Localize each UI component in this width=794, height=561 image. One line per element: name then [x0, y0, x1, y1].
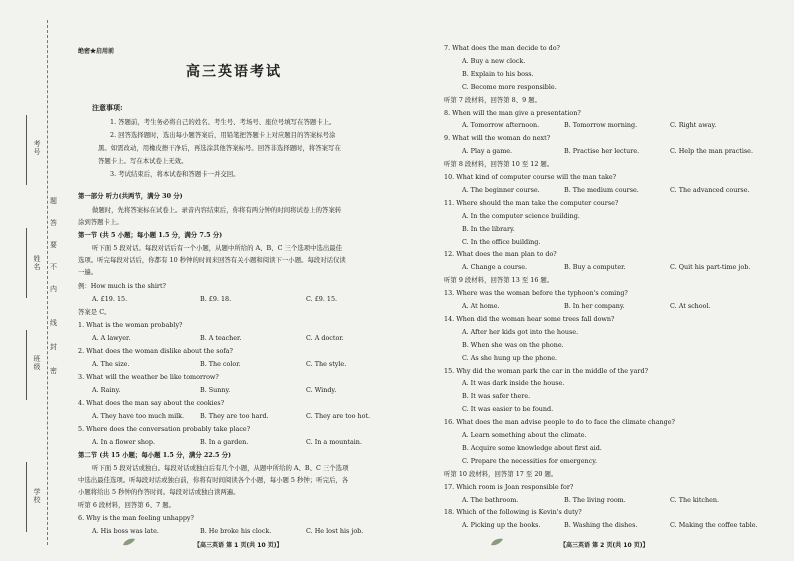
binding-strip — [0, 0, 70, 561]
listen-note-6: 听第 6 段材料，回答第 6、7 题。 — [78, 501, 176, 509]
seal-char: 题 — [50, 197, 57, 205]
option-6c: C. He lost his job. — [306, 527, 364, 535]
right-option: C. As she hung up the phone. — [462, 353, 558, 362]
section2-intro: 小题将给出 5 秒钟的作答时间。每段对话或独白读两遍。 — [78, 488, 240, 496]
example-option-b: B. £9. 18. — [200, 295, 232, 303]
option-4c: C. They are too hot. — [306, 412, 371, 420]
seal-char: 不 — [50, 263, 57, 271]
right-option: B. The medium course. — [564, 185, 639, 194]
seal-char: 要 — [50, 241, 57, 249]
class-label: 班级 — [33, 355, 41, 371]
right-listen-note: 听第 9 段材料，回答第 13 至 16 题。 — [444, 276, 554, 285]
right-question: 13. Where was the woman before the typhoon's coming? — [444, 289, 628, 298]
seal-char: 线 — [50, 319, 57, 327]
right-question: 9. What will the woman do next? — [444, 134, 551, 143]
example-answer: 答案是 C。 — [78, 308, 111, 316]
right-option: A. The bathroom. — [462, 495, 519, 504]
option-5a: A. In a flower shop. — [92, 438, 156, 446]
question-6: 6. Why is the man feeling unhappy? — [78, 514, 194, 522]
part1-heading: 第一部分 听力(共两节，满分 30 分) — [78, 192, 183, 200]
option-5c: C. In a mountain. — [306, 438, 362, 446]
right-option: C. It was easier to be found. — [462, 405, 554, 414]
leaf-icon — [490, 538, 504, 546]
question-1: 1. What is the woman probably? — [78, 321, 183, 329]
right-option: A. At home. — [462, 302, 500, 310]
right-question: 10. What kind of computer course will the man take? — [444, 173, 617, 181]
right-option: B. It was safer there. — [462, 392, 531, 401]
section1-heading: 第一节 (共 5 小题；每小题 1.5 分，满分 7.5 分) — [78, 231, 223, 239]
right-question: 12. What does the man plan to do? — [444, 250, 557, 259]
notice-heading: 注意事项: — [92, 103, 123, 112]
left-page — [78, 0, 433, 561]
notice-line: 3. 考试结束后，将本试卷和答题卡一并交回。 — [110, 170, 240, 178]
option-1c: C. A doctor. — [306, 334, 344, 342]
section2-intro: 中选出最佳选项。听每段对话或独白前，你将有时间阅读各个小题，每小题 5 秒钟；听完后，各 — [78, 476, 349, 484]
right-option: C. At school. — [670, 302, 711, 310]
right-option: B. When she was on the phone. — [462, 340, 564, 349]
right-question: 17. Which room is Joan responsible for? — [444, 482, 574, 491]
school-label: 学校 — [33, 488, 41, 504]
page-title: 高三英语考试 — [186, 64, 282, 80]
right-option: B. Practise her lecture. — [564, 147, 640, 156]
option-2a: A. The size. — [92, 360, 130, 368]
right-option: B. In the library. — [462, 224, 515, 233]
footer-page-1: 【高三英语 第 1 页(共 10 页)】 — [194, 542, 283, 549]
seal-char: 封 — [50, 343, 57, 351]
right-option: C. Right away. — [670, 121, 717, 130]
school-blank — [26, 462, 27, 532]
right-option: C. Quit his part-time job. — [670, 263, 751, 272]
question-4: 4. What does the man say about the cookies? — [78, 399, 225, 407]
right-question: 11. Where should the man take the computer course? — [444, 198, 619, 207]
notice-line: 黑。如需改动，用橡皮擦干净后，再选涂其他答案标号。回答非选择题时，将答案写在 — [98, 144, 341, 152]
right-option: B. Washing the dishes. — [564, 521, 638, 530]
right-option: C. The advanced course. — [670, 185, 750, 194]
right-option: A. In the computer science building. — [462, 211, 580, 220]
option-5b: B. In a garden. — [200, 438, 249, 446]
part1-intro: 做题时，先将答案标在试卷上。录音内容结束后，你将有两分钟的时间将试卷上的答案转 — [92, 206, 342, 214]
right-option: B. Buy a computer. — [564, 263, 626, 272]
option-4a: A. They have too much milk. — [92, 412, 185, 420]
seal-char: 密 — [50, 367, 57, 375]
right-option: A. Play a game. — [462, 147, 513, 156]
right-option: C. In the office building. — [462, 237, 541, 246]
option-3b: B. Sunny. — [200, 386, 231, 394]
right-option: B. Explain to his boss. — [462, 69, 534, 78]
right-option: B. In her company. — [564, 302, 625, 310]
right-question: 15. Why did the woman park the car in the middle of the yard? — [444, 366, 649, 375]
right-question: 8. When will the man give a presentation? — [444, 108, 581, 117]
name-blank — [26, 228, 27, 298]
right-option: A. It was dark inside the house. — [462, 379, 565, 388]
notice-line: 1. 答题前，考生务必将自己的姓名、考生号、考场号、座位号填写在答题卡上。 — [110, 118, 336, 126]
section2-heading: 第二节 (共 15 小题；每小题 1.5 分，满分 22.5 分) — [78, 451, 232, 459]
right-option: A. Learn something about the climate. — [462, 431, 587, 439]
example-option-c: C. £9. 15. — [306, 295, 338, 303]
right-page — [444, 0, 784, 561]
right-option: A. The beginner course. — [462, 185, 540, 194]
right-listen-note: 听第 7 段材料，回答第 8、9 题。 — [444, 95, 542, 104]
option-4b: B. They are too hard. — [200, 412, 269, 420]
right-option: C. Become more responsible. — [462, 82, 557, 91]
right-option: A. Change a course. — [462, 263, 528, 272]
right-option: B. Tomorrow morning. — [564, 121, 638, 130]
footer-page-2: 【高三英语 第 2 页(共 10 页)】 — [560, 542, 649, 549]
option-3a: A. Rainy. — [92, 386, 121, 394]
right-option: A. Buy a new clock. — [462, 56, 526, 65]
option-3c: C. Windy. — [306, 386, 337, 394]
exam-number-label: 考号 — [33, 140, 41, 156]
section1-intro: 一遍。 — [78, 268, 98, 276]
class-blank — [26, 330, 27, 400]
right-question: 16. What does the man advise people to do to face the climate change? — [444, 418, 675, 427]
leaf-icon — [122, 538, 136, 546]
question-2: 2. What does the woman dislike about the sofa? — [78, 347, 233, 355]
option-1b: B. A teacher. — [200, 334, 242, 342]
name-label: 姓名 — [33, 255, 41, 271]
right-question: 7. What does the man decide to do? — [444, 44, 560, 52]
option-2c: C. The style. — [306, 360, 347, 368]
right-question: 14. When did the woman hear some trees fall down? — [444, 314, 615, 323]
right-option: B. Acquire some knowledge about first aid. — [462, 443, 602, 452]
binding-dashed-line — [47, 20, 48, 545]
question-5: 5. Where does the conversation probably take place? — [78, 425, 251, 433]
right-option: C. Help the man practise. — [670, 147, 753, 156]
question-3: 3. What will the weather be like tomorrow? — [78, 373, 219, 381]
secret-label: 绝密★启用前 — [78, 48, 115, 55]
right-question: 18. Which of the following is Kevin's duty? — [444, 508, 582, 517]
option-6b: B. He broke his clock. — [200, 527, 272, 535]
section2-intro: 听下面 5 段对话或独白。每段对话或独白后有几个小题，从题中所给的 A、B、C 三个选项 — [92, 464, 349, 472]
example-question: 例：How much is the shirt? — [78, 282, 166, 290]
right-option: C. Making the coffee table. — [670, 521, 758, 530]
right-option: B. The living room. — [564, 495, 626, 504]
option-6a: A. His boss was late. — [92, 527, 159, 535]
right-option: C. Prepare the necessities for emergency. — [462, 456, 598, 465]
right-option: C. The kitchen. — [670, 495, 720, 504]
notice-line: 答题卡上。写在本试卷上无效。 — [98, 157, 188, 165]
right-option: A. Tomorrow afternoon. — [462, 121, 540, 130]
seal-char: 答 — [50, 219, 57, 227]
option-2b: B. The color. — [200, 360, 241, 368]
notice-line: 2. 回答选择题时，选出每小题答案后，用铅笔把答题卡上对应题目的答案标号涂 — [110, 131, 336, 139]
right-option: A. Picking up the books. — [462, 521, 541, 530]
exam-number-blank — [26, 115, 27, 185]
section1-intro: 听下面 5 段对话。每段对话后有一个小题，从题中所给的 A、B、C 三个选项中选出最佳 — [92, 244, 343, 252]
right-listen-note: 听第 10 段材料，回答第 17 至 20 题。 — [444, 469, 558, 478]
right-option: A. After her kids got into the house. — [462, 327, 579, 336]
option-1a: A. A lawyer. — [92, 334, 131, 342]
right-listen-note: 听第 8 段材料，回答第 10 至 12 题。 — [444, 160, 554, 169]
example-option-a: A. £19. 15. — [92, 295, 128, 303]
section1-intro: 选项。听完每段对话后，你都有 10 秒钟的时间来回答有关小题和阅读下一小题。每段对话仅读 — [78, 256, 346, 264]
seal-char: 内 — [50, 285, 57, 293]
part1-intro: 涂到答题卡上。 — [78, 218, 123, 226]
